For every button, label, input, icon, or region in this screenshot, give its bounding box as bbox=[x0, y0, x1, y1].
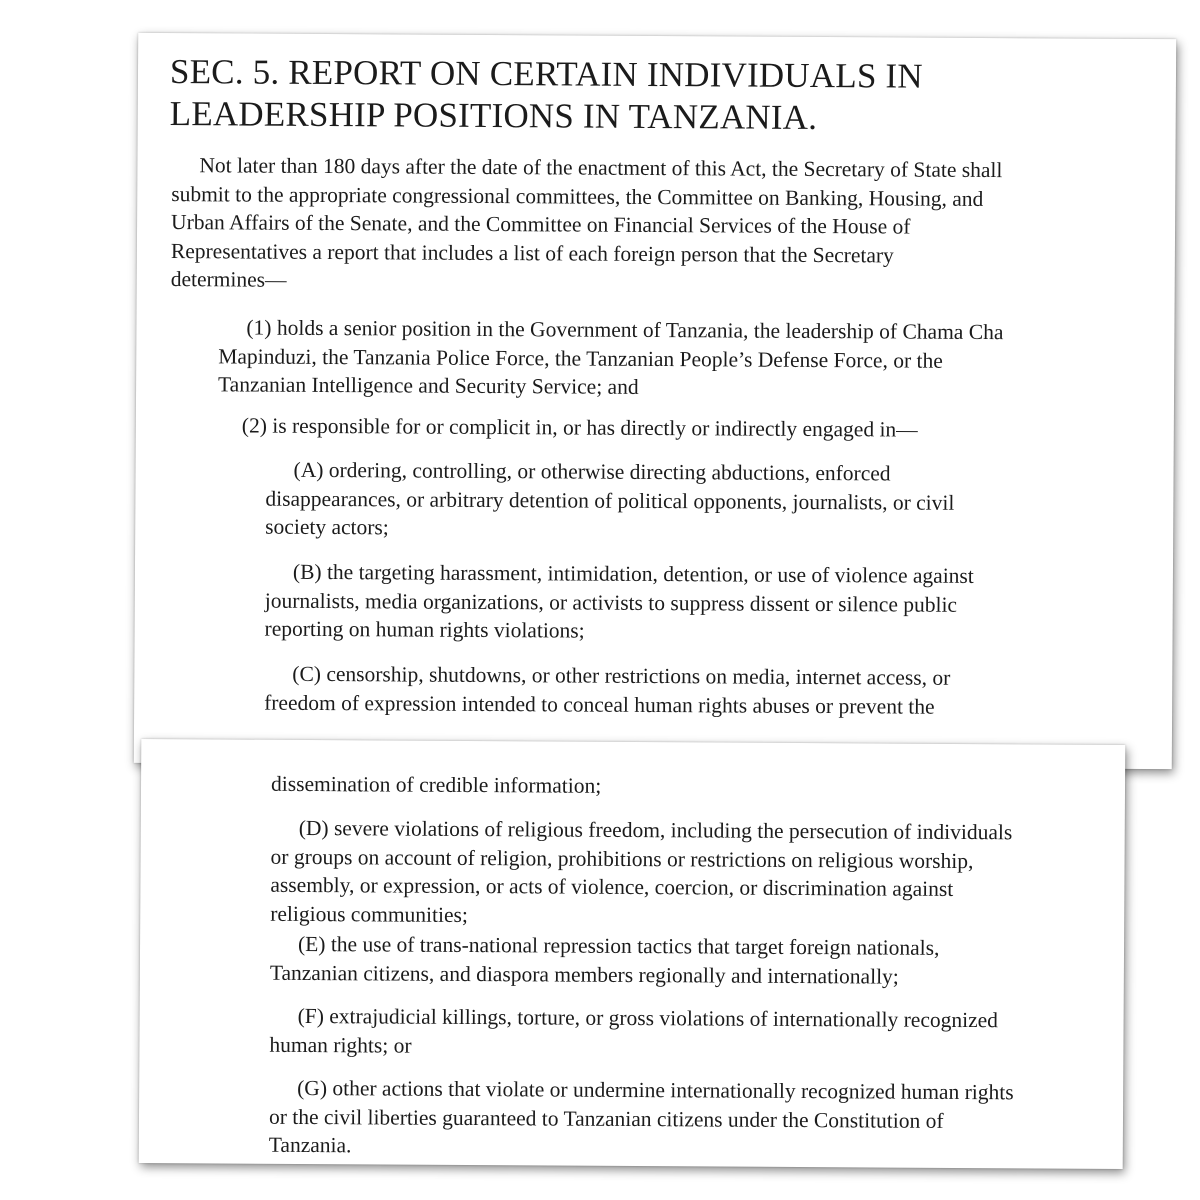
text-line: Not later than 180 days after the date of the enactment of this Act, the Secretary of State shall bbox=[199, 153, 1003, 183]
text-line: (G) other actions that violate or undermine internationally recognized human rights bbox=[297, 1075, 1014, 1105]
text-line: Tanzanian citizens, and diaspora members regionally and internationally; bbox=[269, 960, 899, 989]
text-line: reporting on human rights violations; bbox=[264, 616, 585, 643]
text-line: society actors; bbox=[265, 514, 389, 540]
text-line: (C) censorship, shutdowns, or other restrictions on media, internet access, or bbox=[292, 661, 951, 690]
subparagraph-d bbox=[270, 814, 1012, 933]
text-line: Tanzanian Intelligence and Security Service; and bbox=[218, 372, 639, 399]
paragraph-item-2 bbox=[242, 411, 918, 444]
subparagraph-c bbox=[264, 660, 950, 721]
text-line: religious communities; bbox=[270, 901, 468, 927]
subparagraph-g bbox=[269, 1074, 1014, 1164]
text-line: (B) the targeting harassment, intimidation, detention, or use of violence against bbox=[292, 559, 974, 588]
subparagraph-a bbox=[265, 456, 955, 546]
text-line: (2) is responsible for or complicit in, or has directly or indirectly engaged in— bbox=[241, 413, 918, 442]
text-line: Representatives a report that includes a list of each foreign person that the Secretary bbox=[170, 238, 894, 267]
text-line: disappearances, or arbitrary detention of political opponents, journalists, or civil bbox=[265, 486, 955, 515]
text-line: journalists, media organizations, or activists to suppress dissent or silence public bbox=[264, 588, 958, 617]
text-line: determines— bbox=[170, 267, 287, 292]
text-line: (A) ordering, controlling, or otherwise directing abductions, enforced bbox=[293, 457, 891, 486]
text-line: or groups on account of religion, prohibitions or restrictions on religious worship, bbox=[270, 844, 974, 873]
subparagraph-e bbox=[270, 930, 940, 991]
text-line: (1) holds a senior position in the Government of Tanzania, the leadership of Chama Cha bbox=[246, 315, 1004, 345]
text-line: assembly, or expression, or acts of violence, coercion, or discrimination against bbox=[270, 872, 954, 901]
text-line: Mapinduzi, the Tanzania Police Force, the Tanzanian People’s Defense Force, or the bbox=[218, 343, 943, 373]
heading-line: SEC. 5. REPORT ON CERTAIN INDIVIDUALS IN bbox=[169, 52, 923, 96]
document-page-bottom bbox=[139, 739, 1126, 1169]
text-line: (F) extrajudicial killings, torture, or gross violations of internationally recognized bbox=[297, 1003, 999, 1033]
text-line: dissemination of credible information; bbox=[270, 771, 602, 798]
subparagraph-f bbox=[269, 1002, 998, 1063]
text-line: Urban Affairs of the Senate, and the Committee on Financial Services of the House of bbox=[171, 210, 911, 239]
text-line: human rights; or bbox=[269, 1032, 412, 1058]
section-heading bbox=[170, 51, 923, 140]
intro-paragraph bbox=[171, 151, 1003, 299]
text-line: (D) severe violations of religious freedom, including the persecution of individuals bbox=[298, 815, 1013, 845]
text-line: submit to the appropriate congressional committees, the Committee on Banking, Housing, and bbox=[171, 181, 984, 211]
text-line: or the civil liberties guaranteed to Tanzanian citizens under the Constitution of bbox=[268, 1104, 944, 1133]
subparagraph-c-continuation bbox=[271, 770, 601, 801]
subparagraph-b bbox=[265, 558, 974, 648]
heading-line: LEADERSHIP POSITIONS IN TANZANIA. bbox=[169, 94, 818, 137]
paragraph-item-1 bbox=[218, 313, 1003, 403]
text-line: Tanzania. bbox=[268, 1132, 352, 1158]
text-line: (E) the use of trans-national repression tactics that target foreign nationals, bbox=[297, 931, 940, 960]
document-page-top bbox=[134, 33, 1176, 769]
text-line: freedom of expression intended to conceal human rights abuses or prevent the bbox=[264, 690, 935, 719]
